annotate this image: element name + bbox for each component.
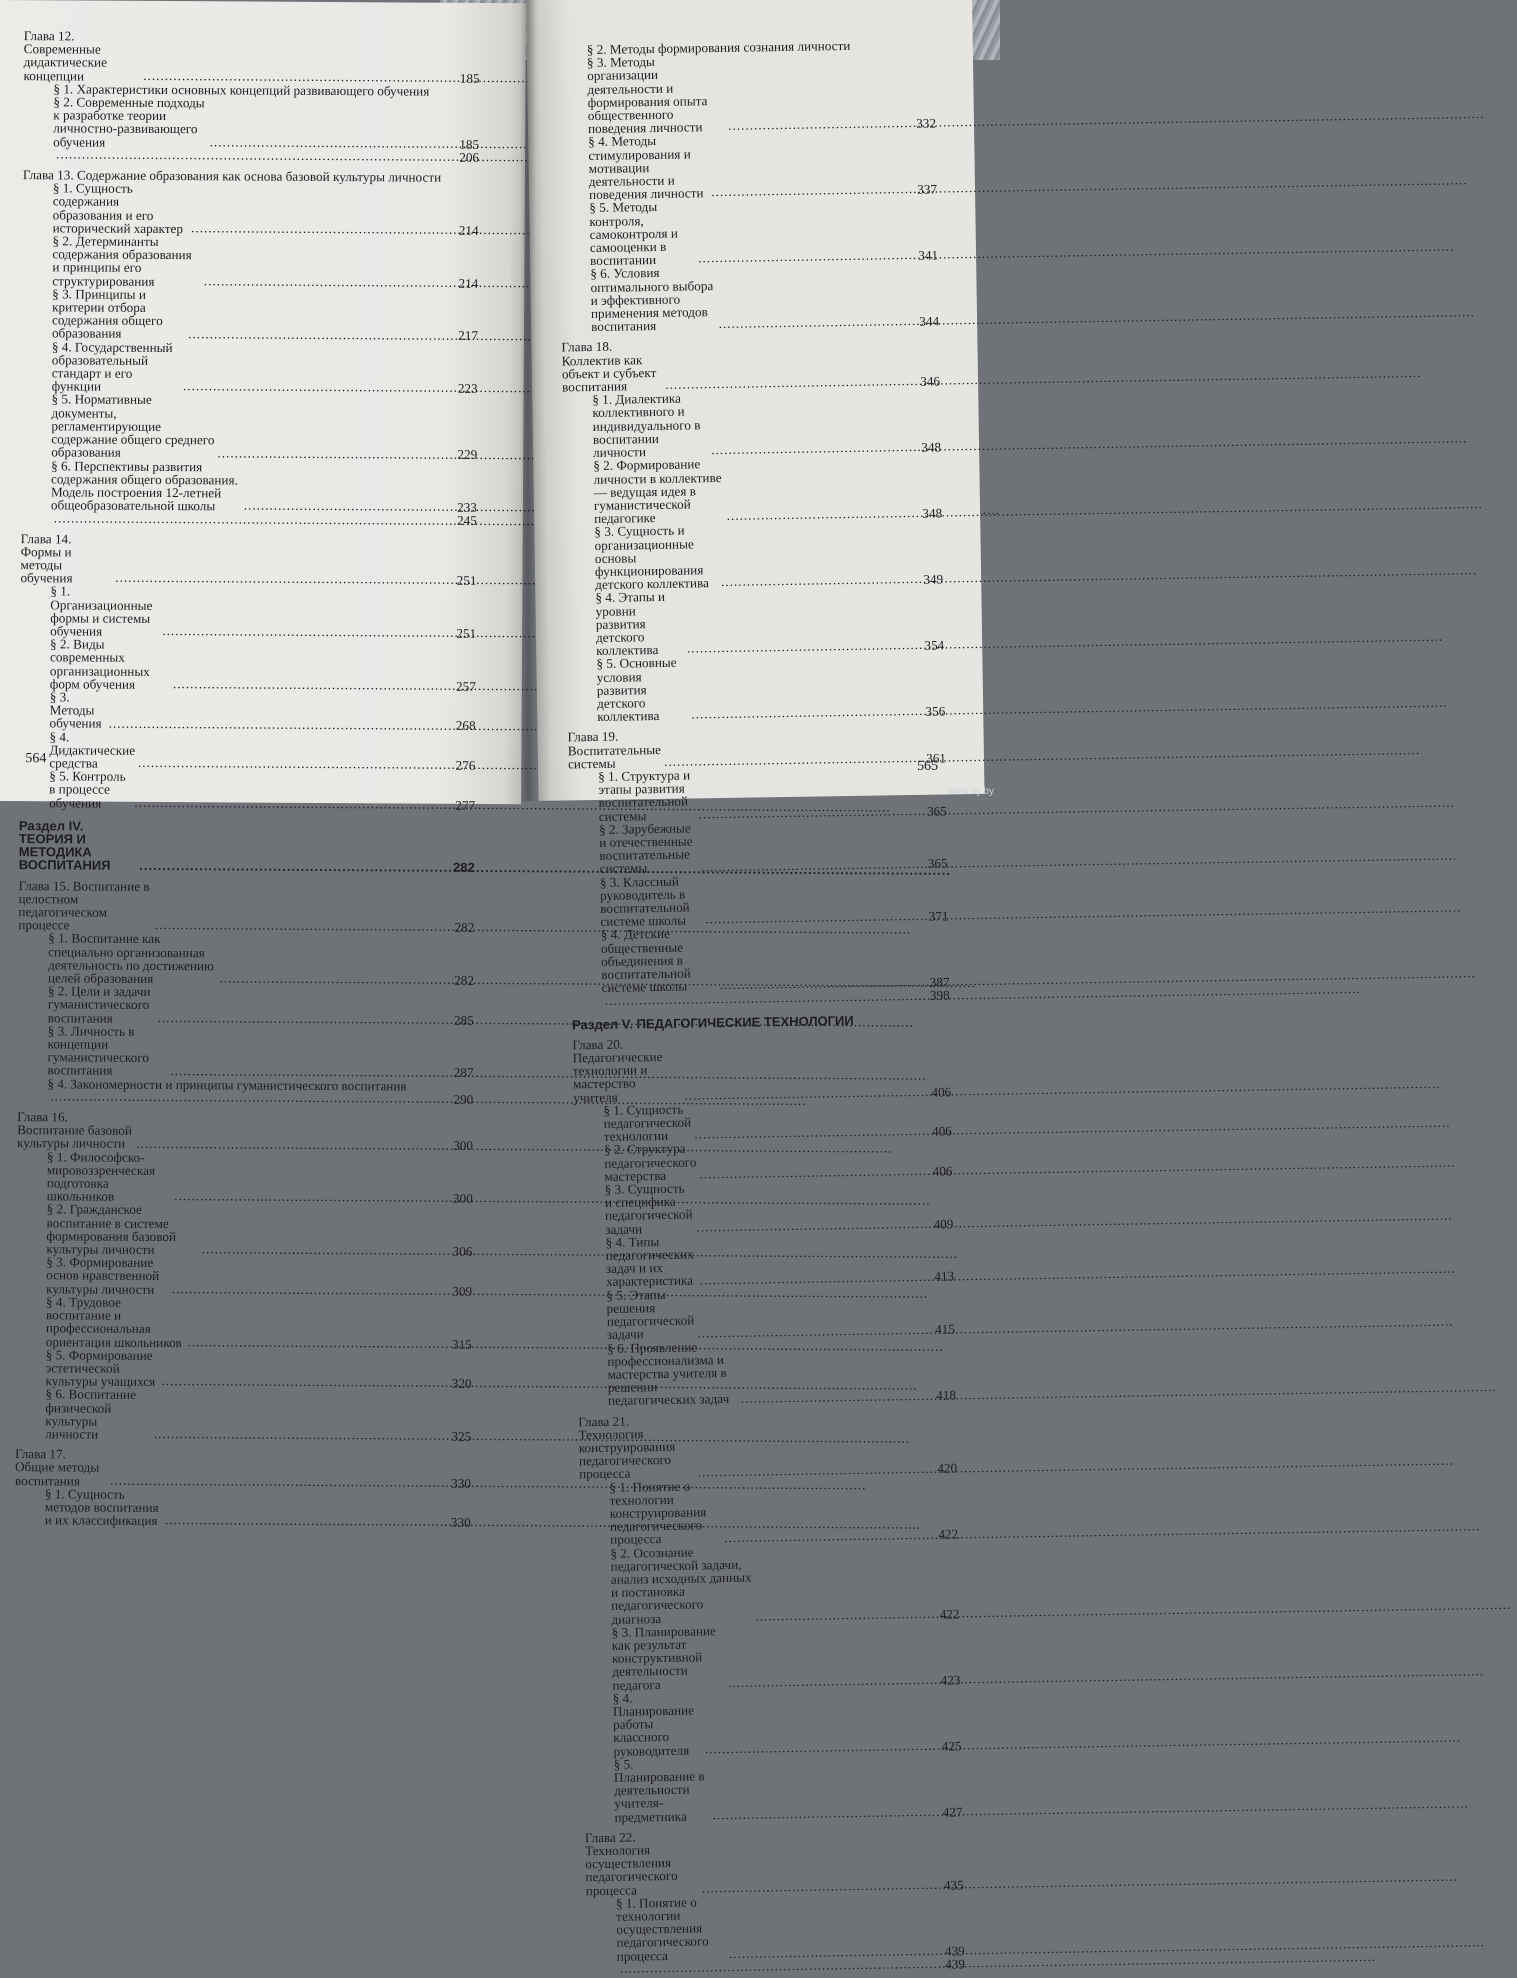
toc-page-number: 214 [458,222,479,238]
book-spine-shadow [520,0,536,801]
dot-leader [143,71,457,83]
toc-section [580,1541,959,1626]
dot-leader [711,184,914,197]
toc-part [19,819,475,875]
toc-entry-title: § 1. Понятие о технологии конструирования педагогического процесса [609,1478,707,1548]
dot-leader [217,448,454,459]
toc-section [23,148,479,164]
toc-page-number: 420 [937,1460,958,1477]
toc-entry-title: § 1. Сущность методов воспитания и их классификация [44,1486,159,1529]
dot-leader [155,920,452,932]
toc-entry-title: Глава 22. Технология осуществления педагогического процесса [584,1829,678,1898]
toc-section [565,586,944,658]
right-page [526,0,985,1972]
dot-leader [170,1066,450,1078]
toc-entry-title: § 2. Виды современных организационных форм обучения [49,636,150,692]
toc-entry-title: § 3. Сущность и организационные основы функционирования детского коллектива [594,522,710,593]
toc-page-number: 330 [450,1514,471,1531]
dot-leader [665,376,917,390]
toc-entry-title: § 2. Методы формирования сознания личности [586,37,851,58]
right-page-number: 565 [916,758,939,774]
toc-section [576,1283,955,1342]
toc-entry-title: § 1. Понятие о технологии осуществления педагогического процесса [615,1894,709,1964]
toc-section [16,1348,472,1390]
toc-page-number: 306 [452,1243,473,1259]
dot-leader [721,574,920,587]
dot-leader [700,1271,932,1285]
toc-page-number: 371 [928,908,949,924]
toc-section [19,769,475,811]
toc-page-number: 406 [931,1123,952,1140]
toc-page-number: 185 [459,136,480,152]
toc-page-number: 365 [927,855,948,872]
toc-section [586,1891,965,1963]
toc-section [584,1752,963,1824]
toc-page-number: 251 [456,625,477,641]
dot-leader [219,974,451,985]
toc-section [21,511,477,527]
toc-entry-title: § 1. Характеристики основных концепций развивающего обучения [53,81,430,99]
toc-page-number: 217 [458,328,479,344]
toc-chapter [578,1409,957,1481]
toc-entry-title: § 5. Основные условия развития детского коллектива [596,655,677,725]
dot-leader [702,1880,941,1894]
toc-page-number: 185 [459,70,480,86]
dot-leader [711,442,918,455]
toc-section [575,1178,954,1237]
toc-page-number: 349 [923,571,944,587]
toc-section [569,817,948,876]
dot-leader [136,1139,450,1151]
toc-entry-title: § 1. Структура и этапы развития воспитательной системы [598,767,691,824]
toc-page-number: 223 [457,381,478,397]
toc-entry-title: § 2. Цели и задачи гуманистического воспитания [47,983,151,1026]
dot-leader [165,1515,448,1527]
dot-leader [172,1284,449,1296]
dot-leader [183,382,455,394]
toc-page-number: 268 [455,718,476,734]
toc-section [23,95,479,151]
toc-page-number: 439 [945,1956,966,1972]
toc-section [575,1230,954,1289]
toc-chapter [585,1825,964,1897]
toc-entry-title: § 2. Детерминанты содержания образования и принципы его структурирования [52,233,192,289]
dot-leader [620,1959,942,1974]
toc-entry-title: § 2. Структура педагогического мастерства [603,1141,697,1184]
toc-entry-title: § 4. Типы педагогических задач и их характеристика [605,1233,695,1290]
toc-section [587,1957,965,1976]
toc-entry-title: § 4. Детские общественные объединения в воспитательной системе школы [600,926,691,996]
toc-entry-title: § 4. Дидактические средства [49,728,136,771]
toc-entry-title: Раздел IV. ТЕОРИЯ И МЕТОДИКА ВОСПИТАНИЯ [18,817,111,874]
toc-page-number: 354 [924,637,945,653]
dot-leader [724,1529,935,1542]
toc-section [557,51,936,136]
left-page-number: 564 [25,750,47,767]
toc-entry-title: § 4. Этапы и уровни развития детского коллектива [595,589,666,659]
toc-page-number: 214 [458,275,479,291]
toc-entry-title: Раздел V. ПЕДАГОГИЧЕСКИЕ ТЕХНОЛОГИИ [571,1012,854,1033]
toc-entry-title: § 3. Принципы и критерии отбора содержания общего образования [51,286,163,342]
toc-page-number: 233 [457,499,477,516]
toc-page-number: 425 [941,1737,962,1754]
toc-chapter [561,335,940,394]
toc-entry-title: § 2. Гражданское воспитание в системе формирования базовой культуры личности [46,1201,177,1258]
toc-page-number: 413 [934,1268,955,1285]
dot-leader [191,223,456,235]
toc-entry-title: § 3. Сущность и специфика педагогической задачи [604,1180,693,1237]
toc-part [572,1012,950,1031]
toc-page-number: 277 [455,797,476,813]
toc-page-number: 409 [933,1216,954,1232]
toc-section [566,652,945,724]
dot-leader [110,1475,448,1487]
toc-page-number: 406 [931,1084,952,1100]
toc-entry-title: § 4. Методы стимулирования и мотивации деятельности и поведения личности [588,133,704,203]
toc-section [562,388,941,460]
toc-page-number: 251 [456,572,477,589]
toc-page-number: 439 [944,1942,965,1959]
toc-page-number: 309 [452,1283,473,1299]
toc-page-number: 287 [453,1065,474,1081]
dot-leader [202,1245,450,1257]
toc-page-number: 300 [452,1191,473,1207]
toc-page-number: 257 [455,678,476,694]
dot-leader [728,118,913,131]
toc-page-number: 346 [920,373,941,389]
dot-leader [174,1192,450,1204]
dot-leader [139,860,450,872]
toc-entry-title: § 3. Методы обучения [49,689,102,731]
toc-page-number: 300 [453,1138,474,1154]
toc-section [17,1090,473,1106]
dot-leader [109,718,453,730]
left-page [0,0,526,1531]
toc-entry-title: § 5. Планирование в деятельности учителя-предметника [613,1756,705,1825]
dot-leader [705,911,926,924]
toc-entry-title: Глава 16. Воспитание базовой культуры личности [16,1109,132,1152]
toc-page-number: 245 [457,513,477,529]
toc-entry-title: § 2. Современные подходы к разработке теории личностно-развивающего обучения [53,94,205,150]
toc-page-number: 229 [457,447,478,463]
toc-entry-title: Глава 17. Общие методы воспитания [14,1446,100,1489]
toc-page-number: 282 [454,919,475,936]
toc-entry-title: Глава 19. Воспитательные системы [567,729,662,772]
toc-page-number: 422 [938,1526,959,1543]
dot-leader [728,1675,938,1688]
toc-page-number: 285 [453,1012,474,1028]
toc-section [21,393,477,462]
dot-leader [50,1091,450,1103]
toc-entry-title: § 4. Планирование работы классного руководителя [612,1690,695,1759]
toc-page-number: 341 [918,247,939,264]
toc-page-number: 365 [926,803,947,819]
toc-section [16,1255,472,1297]
toc-section [16,1203,472,1259]
dot-leader [696,1219,930,1233]
dot-leader [727,508,920,521]
dot-leader [700,1166,930,1180]
watermark: www.ay.by [946,786,994,797]
toc-entry-title: Глава 14. Формы и методы обучения [20,530,73,586]
toc-page-number: 330 [451,1475,471,1491]
toc-page-number: 418 [936,1387,957,1404]
toc-entry-title: § 5. Этапы решения педагогической задачи [606,1286,695,1343]
toc-page-number: 325 [451,1428,472,1444]
toc-chapter [572,1032,951,1104]
toc-entry-title: § 2. Осознание педагогической задачи, анализ исходных данных и постановка педагогического диагноза [610,1544,752,1627]
toc-section [19,730,475,772]
dot-leader [605,990,927,1005]
dot-leader [154,1429,449,1441]
toc-section [22,287,478,343]
toc-chapter [567,725,947,774]
right-toc-list [557,38,965,1977]
toc-page-number: 427 [942,1803,963,1820]
dot-leader [115,573,453,585]
toc-section [22,234,478,290]
toc-entry-title: Глава 15. Воспитание в целостном педагогическом процессе [18,877,150,933]
dot-leader [698,1463,935,1477]
toc-section [574,1138,953,1184]
toc-entry-title: § 5. Нормативные документы, регламентирующие содержание общего среднего образования [51,391,215,461]
toc-entry-title: Глава 18. Коллектив как объект и субъект воспитания [561,339,657,395]
dot-leader [694,1126,929,1140]
dot-leader [204,276,456,288]
toc-entry-title: § 4. Трудовое воспитание и профессиональная ориентация школьников [45,1294,182,1350]
toc-entry-title: § 1. Сущность педагогической технологии [603,1101,692,1145]
toc-entry-title: Глава 20. Педагогические технологии и мастерство учителя [572,1036,663,1106]
toc-page-number: 387 [929,974,950,990]
toc-page-number: 206 [459,149,480,165]
toc-entry-title: § 1. Воспитание как специально организованная деятельность по достижению целей образования [47,930,214,986]
dot-leader [173,679,453,691]
toc-page-number: 348 [922,505,943,521]
toc-page-number: 320 [451,1375,472,1392]
dot-leader [138,758,453,770]
toc-section [572,989,950,1008]
toc-page-number: 435 [943,1876,964,1893]
toc-page-number: 332 [916,115,937,132]
dot-leader [161,1376,448,1388]
dot-leader [684,1087,928,1101]
toc-section [558,130,937,202]
toc-page-number: 423 [940,1671,961,1688]
toc-entry-title: Глава 13. Содержание образования как основа базовой культуры личности [22,167,442,185]
toc-page-number: 415 [935,1321,956,1338]
dot-leader [134,798,452,810]
dot-leader [187,1337,449,1349]
toc-section [18,932,474,988]
toc-chapter [18,879,474,935]
toc-entry-title: § 1. Философско-мировоззренческая подготовка школьников [46,1148,156,1204]
toc-entry-title: § 4. Закономерности и принципы гуманистического воспитания [47,1075,407,1094]
toc-page-number: 422 [939,1605,960,1622]
toc-page-number: 337 [917,181,938,198]
toc-section [22,340,478,396]
toc-page-number: 398 [929,987,950,1004]
dot-leader [697,1324,932,1338]
toc-entry-title: § 3. Классный руководитель в воспитательной системе школы [599,873,690,930]
dot-leader [244,501,454,512]
toc-entry-title: § 6. Условия оптимального выбора и эффективного применения методов воспитания [590,265,714,335]
toc-section [579,1475,958,1547]
toc-section [17,1024,473,1080]
toc-entry-title: § 5. Формирование эстетической культуры учащихся [45,1347,156,1390]
toc-page-number: 315 [451,1336,472,1352]
toc-entry-title: § 3. Формирование основ нравственной культуры личности [46,1254,160,1297]
dot-leader [56,149,456,161]
toc-entry-title: § 6. Перспективы развития содержания общего образования. Модель построения 12-летней общеобразовательной школы [50,457,238,514]
toc-chapter [15,1447,471,1489]
toc-section [20,690,476,732]
toc-entry-title: § 3. Личность в концепции гуманистического воспитания [47,1023,149,1079]
toc-section [15,1487,471,1529]
dot-leader [755,1609,937,1622]
dot-leader [691,706,922,720]
toc-entry-title: § 1. Диалектика коллективного и индивидуального в воспитании личности [592,390,701,461]
toc-entry-title: Глава 21. Технология конструирования педагогического процесса [578,1413,676,1482]
toc-section [571,923,950,995]
toc-section [23,181,479,237]
toc-entry-title: § 2. Зарубежные и отечественные воспитательные системы [598,820,693,877]
toc-entry-title: § 3. Методы организации деятельности и формирования опыта общественного поведения личности [586,54,708,137]
dot-leader [701,858,925,872]
dot-leader [741,1390,934,1403]
toc-section [583,1686,962,1758]
toc-entry-title: § 6. Воспитание физической культуры личности [45,1386,137,1442]
toc-section [573,1098,952,1144]
dot-leader [158,1013,451,1025]
toc-section [20,584,476,640]
toc-chapter [20,532,476,588]
toc-page-number: 344 [919,313,940,330]
toc-entry-title: § 5. Методы контроля, самоконтроля и самооценки в воспитании [589,199,678,269]
toc-entry-title: § 1. Сущность содержания образования и его исторический характер [52,180,184,236]
dot-leader [713,1807,940,1821]
toc-section [582,1620,961,1692]
toc-entry-title: § 5. Контроль в процессе обучения [49,768,126,811]
toc-section [20,637,476,693]
toc-page-number: 282 [452,860,475,876]
dot-leader [162,626,453,638]
toc-entry-title: § 6. Проявление профессионализма и мастерства учителя в решении педагогических задач [607,1338,730,1409]
toc-page-number: 290 [453,1091,474,1107]
toc-section [18,984,474,1026]
dot-leader [687,640,922,654]
toc-section [570,870,949,929]
toc-entry-title: § 4. Государственный образовательный стандарт и его функции [51,338,173,394]
toc-section [563,454,942,526]
toc-entry-title: Глава 12. Современные дидактические концепции [23,28,108,84]
toc-page-number: 282 [454,972,475,988]
toc-chapter [17,1110,473,1152]
dot-leader [188,329,455,341]
dot-leader [664,753,923,767]
dot-leader [699,806,924,820]
dot-leader [54,513,454,525]
toc-section [559,196,938,268]
toc-section [568,764,947,823]
dot-leader [719,316,917,329]
dot-leader [705,1741,939,1755]
toc-entry-title: § 3. Планирование как результат конструктивной деятельности педагога [611,1622,716,1693]
toc-page-number: 361 [926,750,947,766]
toc-section [577,1336,956,1408]
toc-section [15,1387,471,1443]
toc-chapter [23,29,479,85]
toc-section [17,1150,473,1206]
toc-page-number: 348 [921,439,942,455]
toc-page-number: 406 [932,1163,953,1179]
toc-section [21,459,477,515]
toc-section [564,520,943,592]
toc-section [16,1295,472,1351]
toc-entry-title: § 2. Формирование личности в коллективе — ведущая идея в гуманистической педагогике [593,456,722,527]
toc-page-number: 276 [455,757,476,773]
toc-page-number: 356 [925,703,946,719]
toc-section [560,262,939,334]
toc-entry-title: § 1. Организационные формы и системы обучения [50,583,153,639]
dot-leader [698,250,915,263]
left-toc-list [15,29,480,1529]
